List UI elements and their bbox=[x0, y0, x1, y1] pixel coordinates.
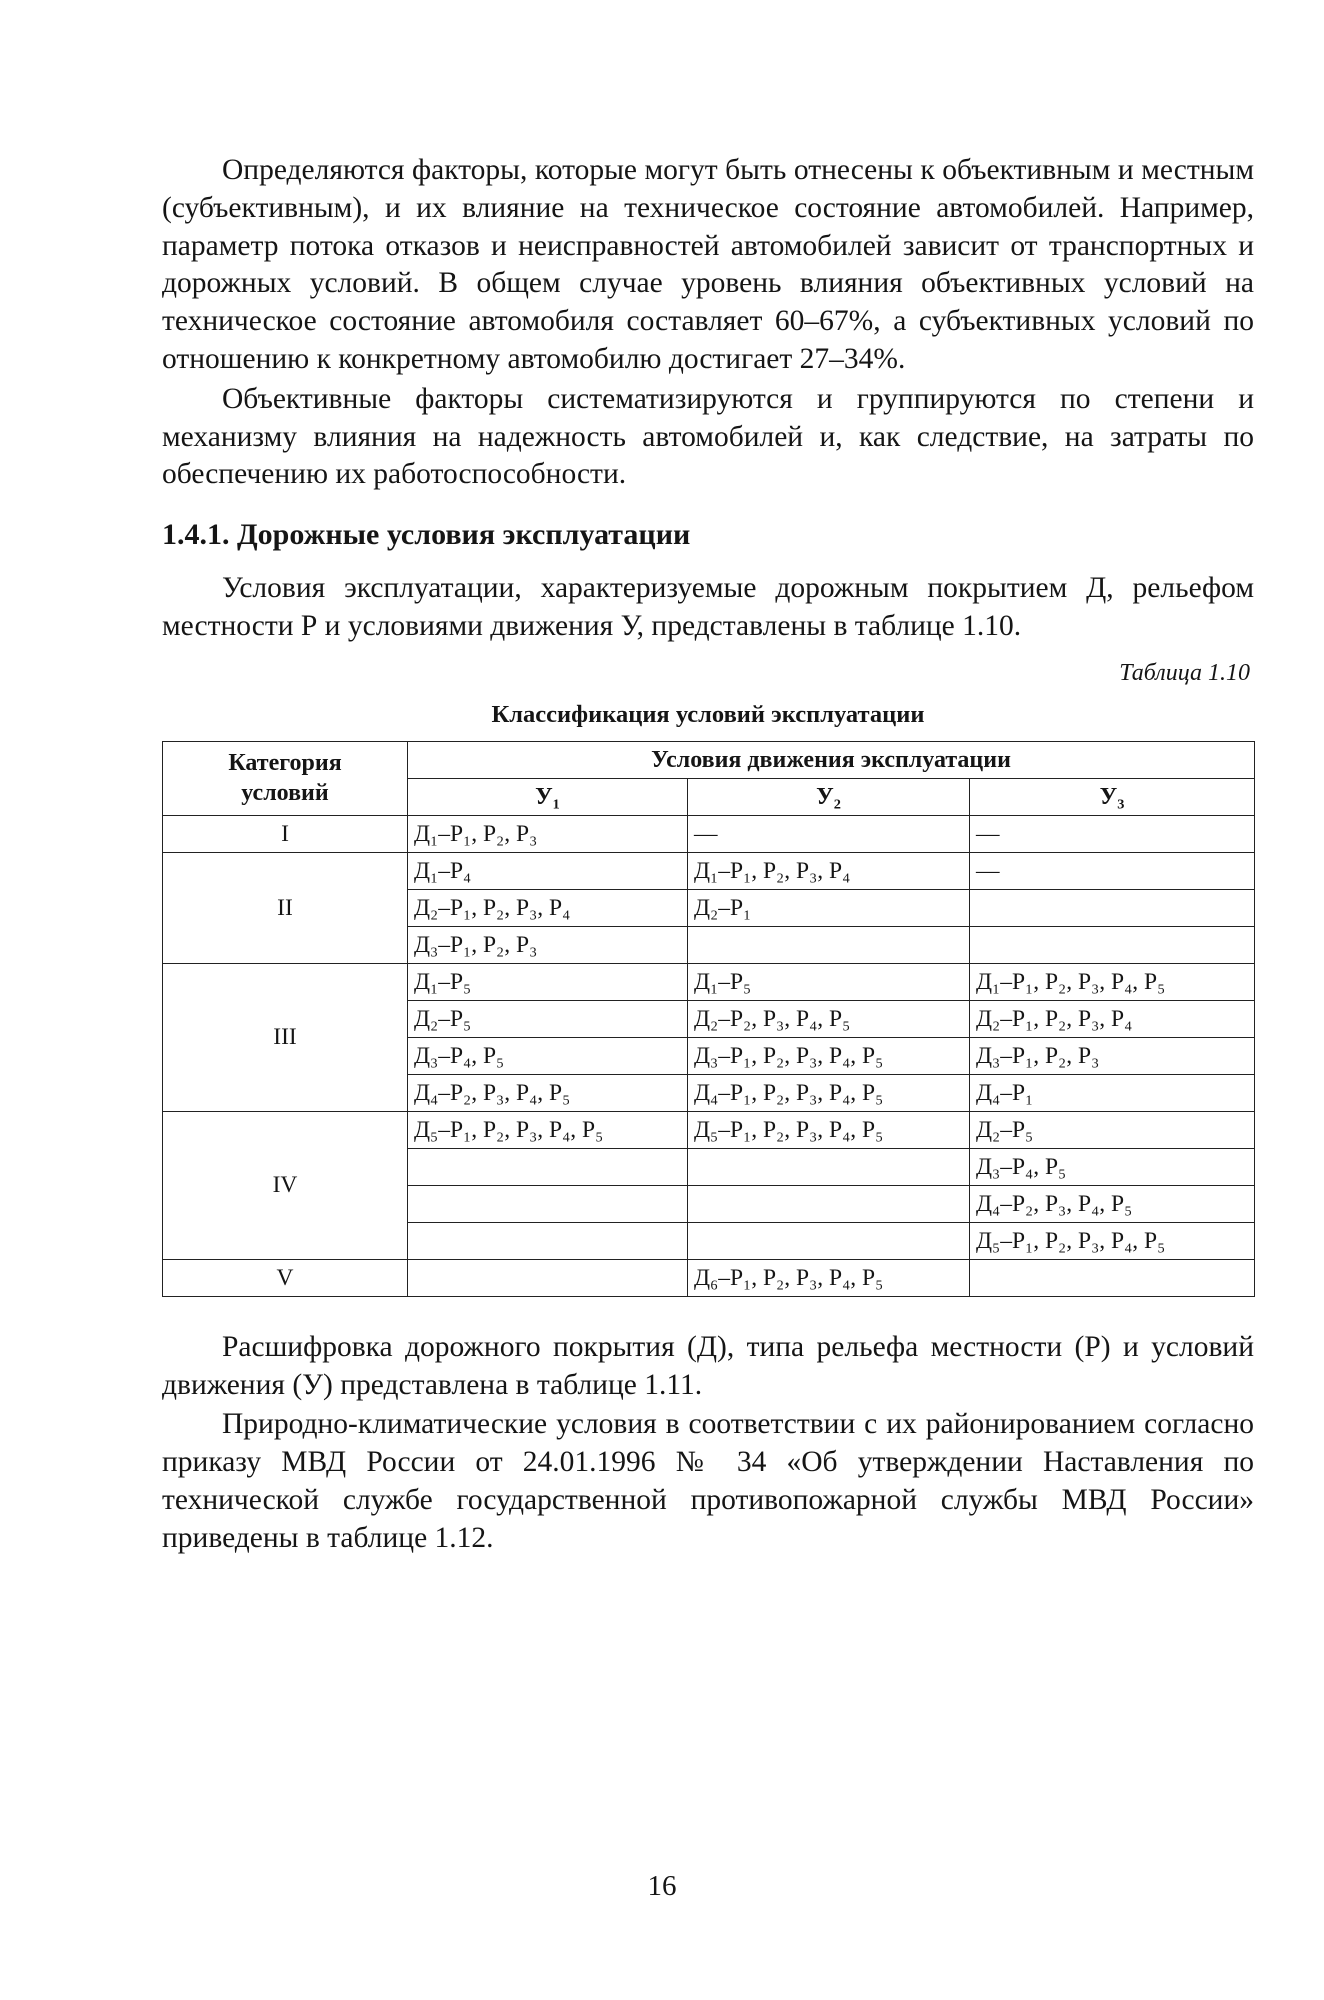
table-cell: Д₁–Р₁, Р₂, Р₃, Р₄ bbox=[688, 852, 970, 889]
paragraph-intro: Условия эксплуатации, характеризуемые дорожным покрытием Д, рельефом местности Р и условиями движения У, представлены в таблице 1.10. bbox=[162, 572, 1254, 642]
table-cell: — bbox=[970, 815, 1255, 852]
table-cell: Д₂–Р₅ bbox=[970, 1111, 1255, 1148]
table-cell bbox=[970, 1259, 1255, 1296]
table-row bbox=[163, 963, 1255, 1000]
table-cell: — bbox=[970, 852, 1255, 889]
table-row bbox=[163, 815, 1255, 852]
table-cell: Д₁–Р₄ bbox=[408, 852, 688, 889]
table-header-row bbox=[163, 741, 1255, 778]
table-cell: Д₁–Р₁, Р₂, Р₃ bbox=[408, 815, 688, 852]
table-cell: Д₂–Р₅ bbox=[408, 1000, 688, 1037]
table-cell bbox=[408, 1185, 688, 1222]
table-cell: Д₂–Р₁, Р₂, Р₃, Р₄ bbox=[408, 889, 688, 926]
paragraph-factors: Определяются факторы, которые могут быть отнесены к объективным и местным (субъективным), и их влияние на техническое состояние автомобилей. Например, параметр потока отказов и неисправностей автомобилей зависит от транспортных и дорожных условий. В общем случае уровень влияния объективных условий на техническое состояние автомобиля составляет 60–67%, а субъективных условий по отношению к конкретному автомобилю достигает 27–34%. bbox=[162, 154, 1254, 375]
table-cell: Д₃–Р₄, Р₅ bbox=[970, 1148, 1255, 1185]
paragraph-decoding: Расшифровка дорожного покрытия (Д), типа рельефа местности (Р) и условий движения (У) представлена в таблице 1.11. bbox=[162, 1330, 1254, 1401]
header-u3: У₃ bbox=[970, 778, 1255, 815]
table-cell: Д₁–Р₅ bbox=[408, 963, 688, 1000]
table-cell: Д₃–Р₁, Р₂, Р₃, Р₄, Р₅ bbox=[688, 1037, 970, 1074]
table-cell: Д₂–Р₂, Р₃, Р₄, Р₅ bbox=[688, 1000, 970, 1037]
paragraph-climate: Природно-климатические условия в соответствии с их районированием согласно приказу МВД России от 24.01.1996 № 34 «Об утверждении Наставления по технической службе государственной противопожарной службы МВД России» приведены в таблице 1.12. bbox=[162, 1408, 1254, 1554]
table-cell: Д₄–Р₁ bbox=[970, 1074, 1255, 1111]
table-cell: Д₅–Р₁, Р₂, Р₃, Р₄, Р₅ bbox=[688, 1111, 970, 1148]
table-number: Таблица 1.10 bbox=[1119, 659, 1250, 686]
table-cell bbox=[408, 1259, 688, 1296]
category-cell: IV bbox=[163, 1111, 408, 1259]
table-cell: Д₆–Р₁, Р₂, Р₃, Р₄, Р₅ bbox=[688, 1259, 970, 1296]
table-cell bbox=[970, 889, 1255, 926]
table-cell: Д₅–Р₁, Р₂, Р₃, Р₄, Р₅ bbox=[408, 1111, 688, 1148]
category-cell: II bbox=[163, 852, 408, 963]
table-cell: Д₁–Р₁, Р₂, Р₃, Р₄, Р₅ bbox=[970, 963, 1255, 1000]
page-number: 16 bbox=[647, 1870, 677, 1902]
header-category: Категория условий bbox=[163, 741, 408, 815]
section-heading: 1.4.1. Дорожные условия эксплуатации bbox=[162, 518, 691, 552]
table-cell: Д₃–Р₁, Р₂, Р₃ bbox=[408, 926, 688, 963]
table-cell: — bbox=[688, 815, 970, 852]
table-cell: Д₃–Р₁, Р₂, Р₃ bbox=[970, 1037, 1255, 1074]
table-title: Классификация условий эксплуатации bbox=[491, 700, 925, 728]
category-cell: III bbox=[163, 963, 408, 1111]
table-cell bbox=[688, 926, 970, 963]
header-group: Условия движения эксплуатации bbox=[408, 741, 1255, 778]
table-cell bbox=[688, 1185, 970, 1222]
table-row bbox=[163, 852, 1255, 889]
table-row bbox=[163, 1111, 1255, 1148]
table-cell: Д₂–Р₁ bbox=[688, 889, 970, 926]
table-row bbox=[163, 1259, 1255, 1296]
table-cell bbox=[408, 1222, 688, 1259]
table-cell bbox=[688, 1148, 970, 1185]
bottom-text bbox=[162, 1329, 1254, 1558]
table-cell bbox=[970, 926, 1255, 963]
header-u2: У₂ bbox=[688, 778, 970, 815]
table-cell: Д₄–Р₂, Р₃, Р₄, Р₅ bbox=[970, 1185, 1255, 1222]
table-cell bbox=[688, 1222, 970, 1259]
page-content bbox=[162, 152, 1254, 1558]
table-cell: Д₂–Р₁, Р₂, Р₃, Р₄ bbox=[970, 1000, 1255, 1037]
table-cell: Д₄–Р₂, Р₃, Р₄, Р₅ bbox=[408, 1074, 688, 1111]
table-cell: Д₁–Р₅ bbox=[688, 963, 970, 1000]
category-cell: I bbox=[163, 815, 408, 852]
table-cell bbox=[408, 1148, 688, 1185]
header-u1: У₁ bbox=[408, 778, 688, 815]
table-cell: Д₅–Р₁, Р₂, Р₃, Р₄, Р₅ bbox=[970, 1222, 1255, 1259]
table-cell: Д₄–Р₁, Р₂, Р₃, Р₄, Р₅ bbox=[688, 1074, 970, 1111]
table-cell: Д₃–Р₄, Р₅ bbox=[408, 1037, 688, 1074]
paragraph-objective-factors: Объективные факторы систематизируются и группируются по степени и механизму влияния на надежность автомобилей и, как следствие, на затраты по обеспечению их работоспособности. bbox=[162, 382, 1254, 491]
classification-table bbox=[162, 741, 1255, 1297]
category-cell: V bbox=[163, 1259, 408, 1296]
